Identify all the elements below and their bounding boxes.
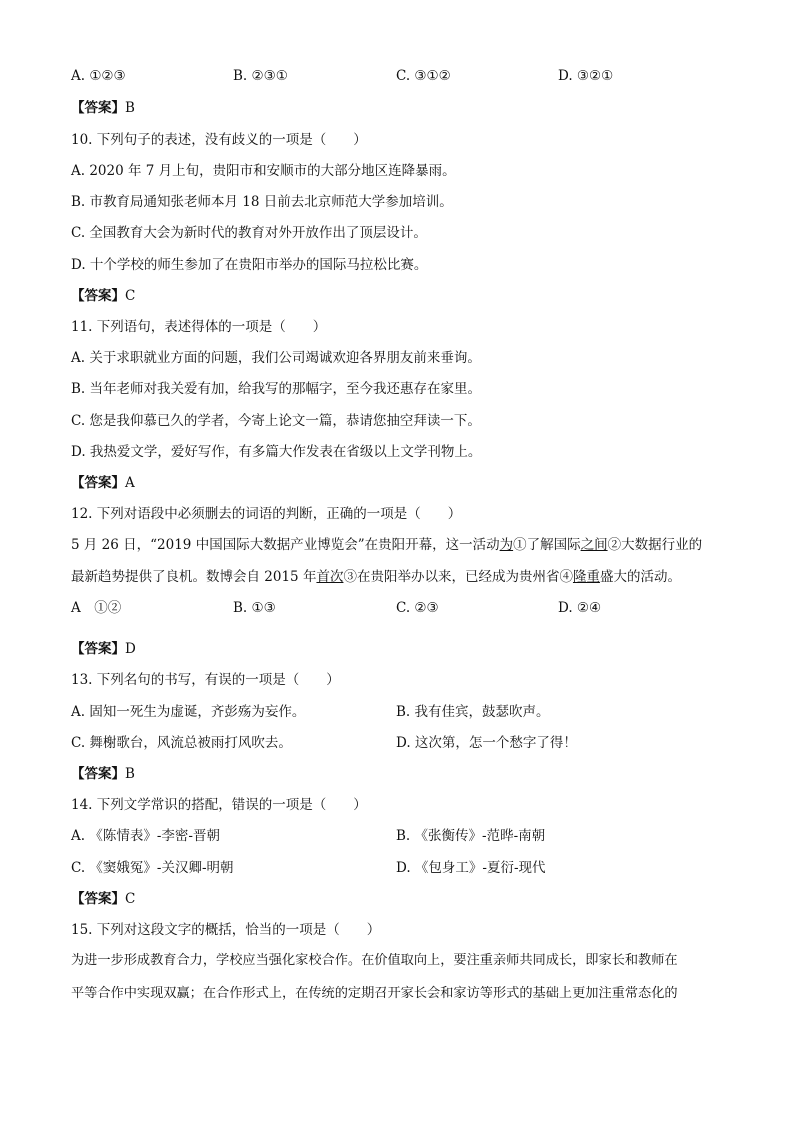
answer-tag: 【答案】 (71, 288, 125, 304)
answer-value: B (125, 766, 135, 782)
q13-answer (71, 764, 135, 784)
underlined-word: 为 (499, 537, 514, 553)
passage-text: ③在贵阳举办以来，已经成为贵州省④ (343, 569, 573, 585)
q15-passage-line-1: 为进一步形成教育合力，学校应当强化家校合作。在价值取向上，要注重亲师共同成长，即家长和教师在 (71, 953, 678, 968)
q14-stem: 14. 下列文学常识的搭配，错误的一项是（ ） (71, 797, 367, 813)
q12-stem: 12. 下列对语段中必须删去的词语的判断，正确的一项是（ ） (71, 506, 462, 522)
q9-option-a: A. ①②③ (71, 68, 126, 84)
q14-option-d: D. 《包身工》-夏衍-现代 (396, 860, 546, 876)
answer-value: D (125, 641, 136, 657)
passage-text: 盛大的活动。 (599, 569, 681, 585)
answer-tag: 【答案】 (71, 475, 125, 491)
answer-value: C (125, 288, 136, 304)
q9-option-b: B. ②③① (233, 68, 288, 84)
underlined-word: 隆重 (572, 569, 600, 585)
q14-option-c: C. 《窦娥冤》-关汉卿-明朝 (71, 860, 234, 876)
q11-option-b: B. 当年老师对我关爱有加，给我写的那幅字，至今我还惠存在家里。 (71, 381, 482, 397)
answer-tag: 【答案】 (71, 641, 125, 657)
q9-option-d: D. ③②① (558, 68, 614, 84)
q13-option-a: A. 固知一死生为虚诞，齐彭殇为妄作。 (71, 704, 306, 720)
passage-text: 最新趋势提供了良机。数博会自 2015 年 (71, 569, 317, 585)
answer-tag: 【答案】 (71, 766, 125, 782)
q12-option-b: B. ①③ (233, 600, 276, 616)
q15-stem: 15. 下列对这段文字的概括，恰当的一项是（ ） (71, 922, 381, 938)
passage-text: 5 月 26 日，“2019 中国国际大数据产业博览会”在贵阳开幕，这一活动 (71, 537, 500, 553)
q14-option-a: A. 《陈情表》-李密-晋朝 (71, 828, 220, 844)
q10-option-c: C. 全国教育大会为新时代的教育对外开放作出了顶层设计。 (71, 225, 427, 241)
q11-option-d: D. 我热爱文学，爱好写作，有多篇大作发表在省级以上文学刊物上。 (71, 444, 482, 460)
passage-text: ①了解国际 (513, 537, 581, 553)
q13-stem: 13. 下列名句的书写，有误的一项是（ ） (71, 672, 340, 688)
q10-option-a: A. 2020 年 7 月上旬，贵阳市和安顺市的大部分地区连降暴雨。 (71, 163, 456, 179)
q13-option-c: C. 舞榭歌台，风流总被雨打风吹去。 (71, 735, 292, 751)
q10-stem: 10. 下列句子的表述，没有歧义的一项是（ ） (71, 132, 367, 148)
answer-value: C (125, 891, 136, 907)
q14-option-b: B. 《张衡传》-范晔-南朝 (396, 828, 546, 844)
q11-option-c: C. 您是我仰慕已久的学者，今寄上论文一篇，恭请您抽空拜读一下。 (71, 413, 481, 429)
q15-passage-line-2: 平等合作中实现双赢；在合作形式上，在传统的定期召开家长会和家访等形式的基础上更加注重常态化的 (71, 986, 678, 1001)
q9-option-c: C. ③①② (396, 68, 451, 84)
q12-answer (71, 639, 136, 659)
answer-value: A (125, 475, 135, 491)
q10-option-b: B. 市教育局通知张老师本月 18 日前去北京师范大学参加培训。 (71, 194, 453, 210)
q10-option-d: D. 十个学校的师生参加了在贵阳市举办的国际马拉松比赛。 (71, 257, 428, 273)
q11-answer (71, 473, 135, 493)
q12-option-c: C. ②③ (396, 600, 439, 616)
underlined-word: 首次 (316, 569, 344, 585)
q9-answer (71, 98, 135, 118)
q13-option-d: D. 这次第，怎一个愁字了得！ (396, 735, 577, 751)
answer-tag: 【答案】 (71, 100, 125, 116)
q12-option-d: D. ②④ (558, 600, 602, 616)
q11-stem: 11. 下列语句，表述得体的一项是（ ） (71, 319, 327, 335)
q14-answer (71, 889, 135, 909)
answer-tag: 【答案】 (71, 891, 125, 907)
q10-answer (71, 286, 135, 306)
q11-option-a: A. 关于求职就业方面的问题，我们公司竭诚欢迎各界朋友前来垂询。 (71, 350, 481, 366)
answer-value: B (125, 100, 135, 116)
q12-passage-line-1 (71, 535, 702, 555)
q12-passage-line-2 (71, 567, 681, 587)
underlined-word: 之间 (580, 537, 608, 553)
q13-option-b: B. 我有佳宾，鼓瑟吹声。 (396, 704, 550, 720)
q12-option-a: A ①② (71, 600, 122, 616)
passage-text: ②大数据行业的 (607, 537, 703, 553)
